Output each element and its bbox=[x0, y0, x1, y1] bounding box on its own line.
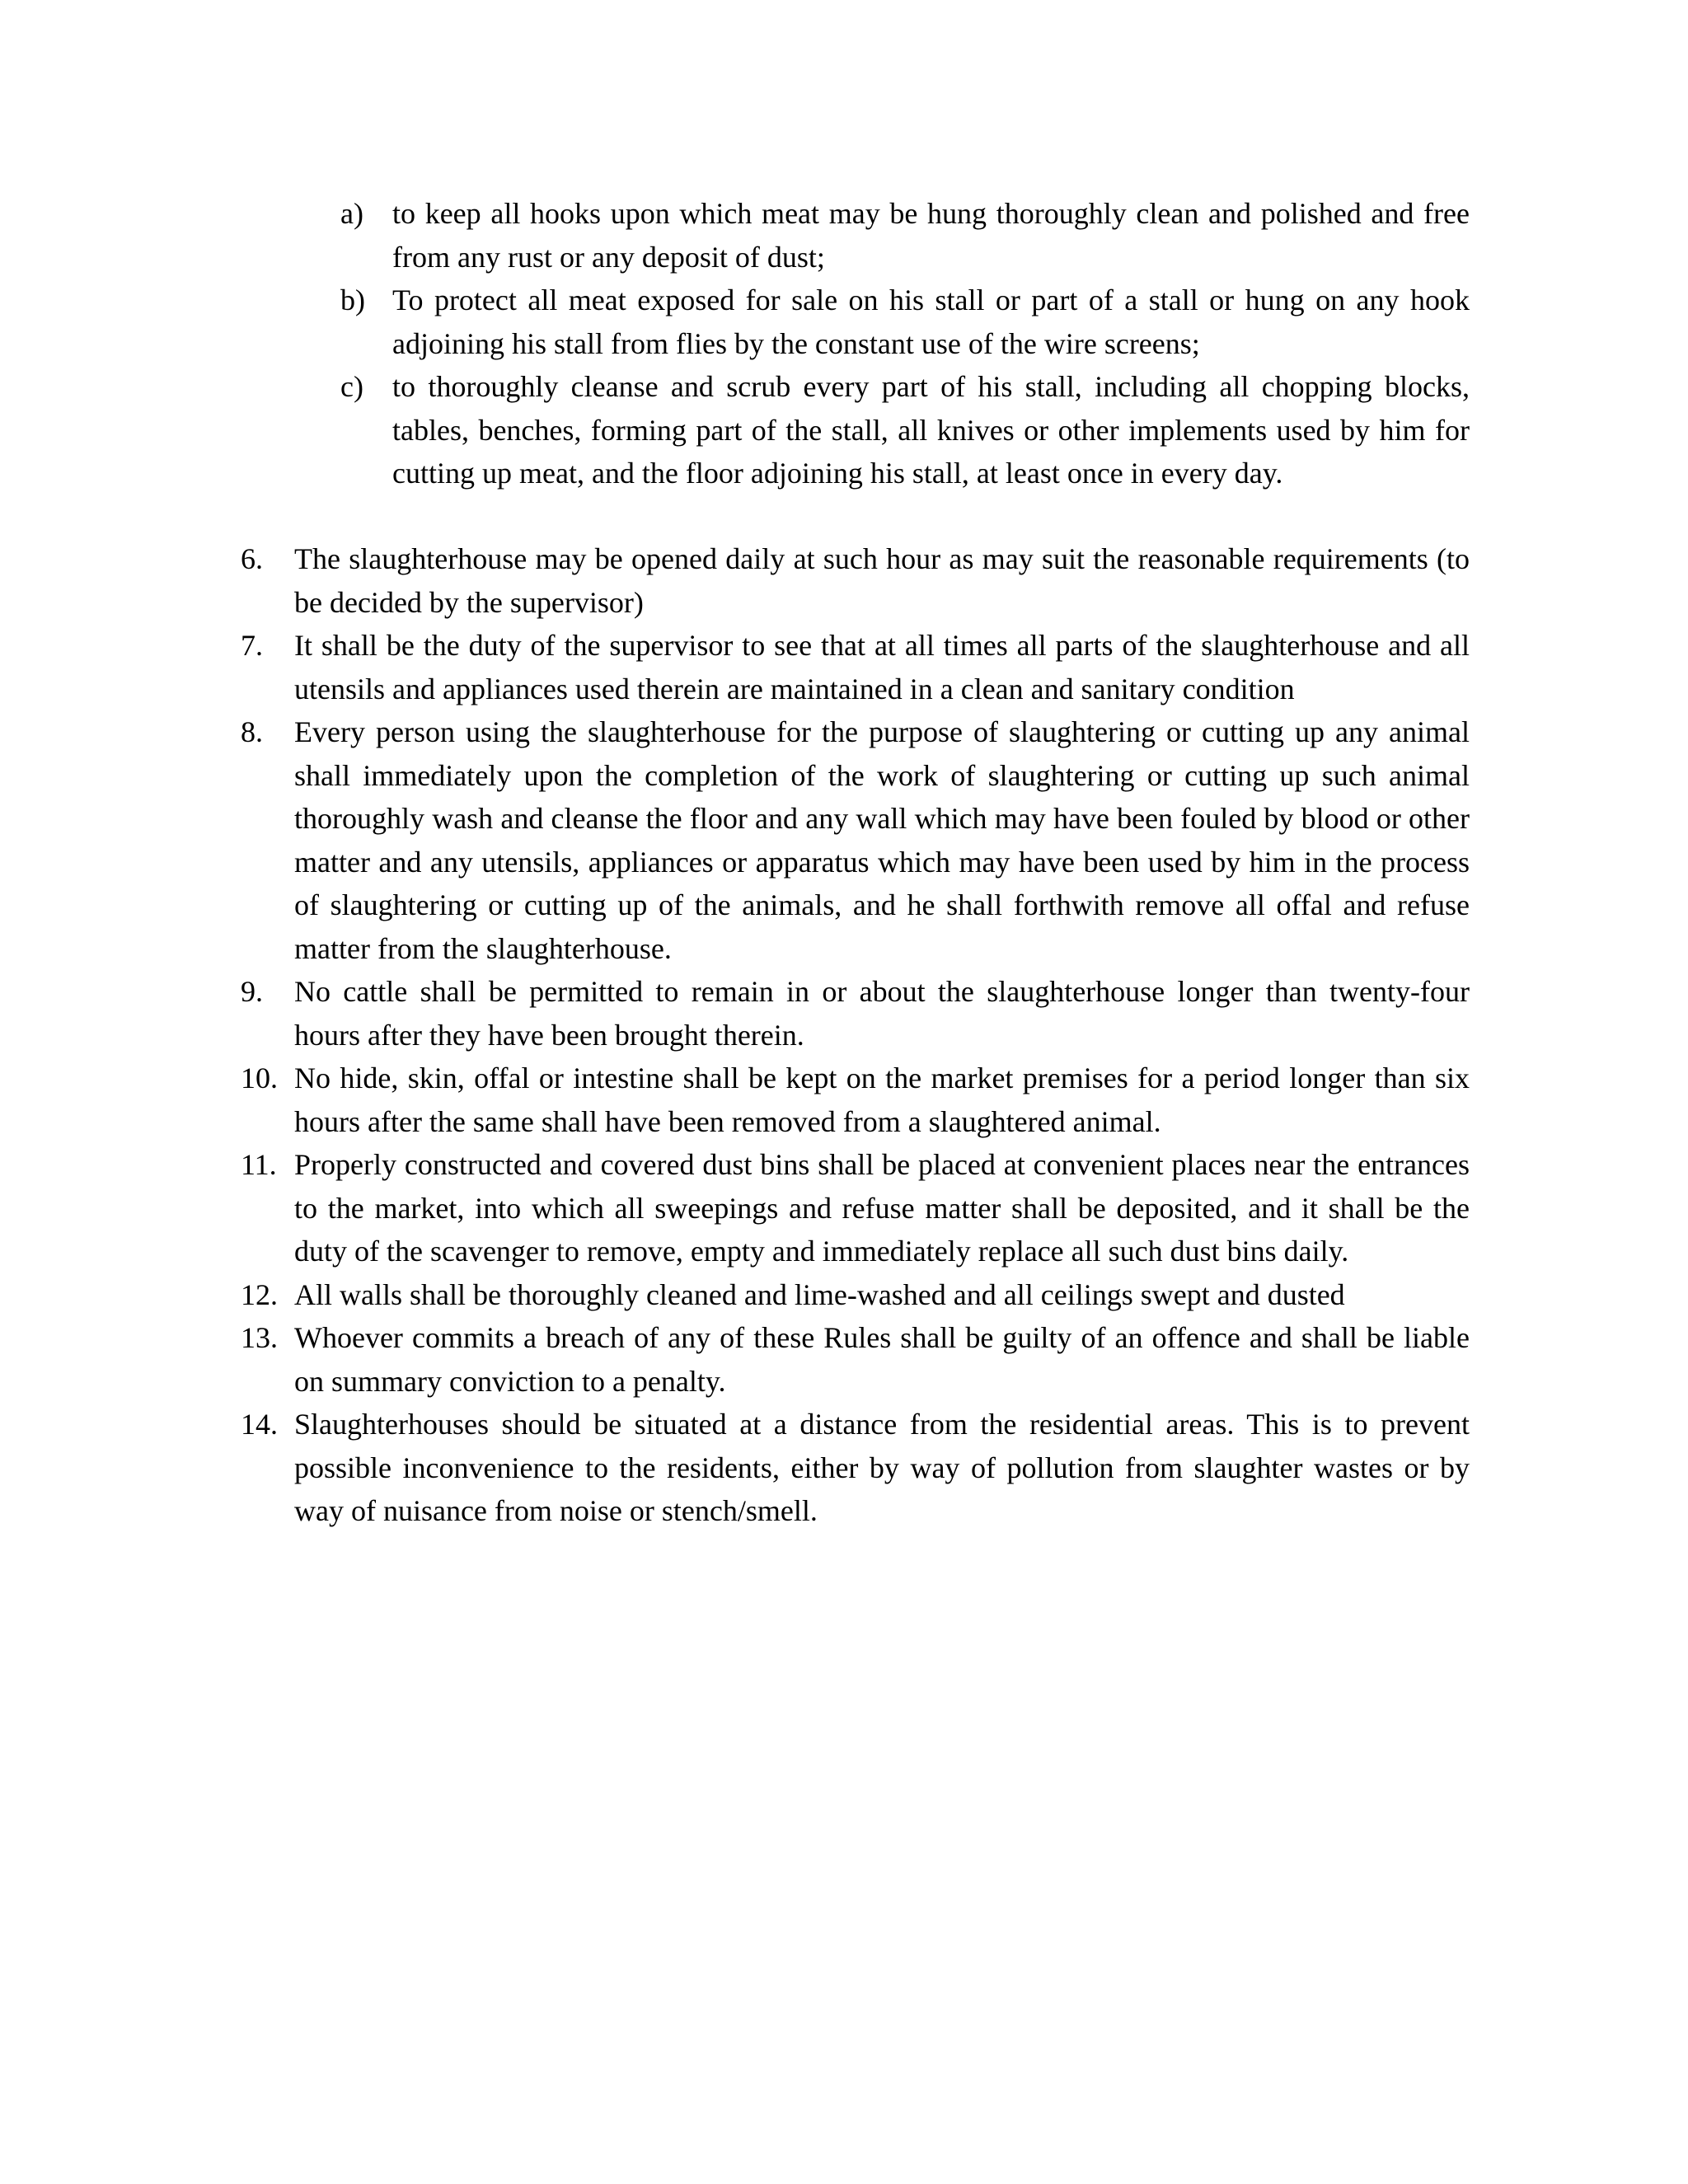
rule-text: Whoever commits a breach of any of these Rules shall be guilty of an offence and shall be liable on summary conviction to a penalty. bbox=[294, 1321, 1470, 1398]
rule-text: Properly constructed and covered dust bins shall be placed at convenient places near the entrances to the market, into which all sweepings and refuse matter shall be deposited, and it shall be the duty of the scavenger to remove, empty and immediately replace all such dust bins daily. bbox=[294, 1148, 1470, 1268]
sub-clause-text: to keep all hooks upon which meat may be hung thoroughly clean and polished and free from any rust or any deposit of dust; bbox=[392, 197, 1470, 274]
rule-number: 8. bbox=[241, 715, 263, 748]
sub-clause-a bbox=[340, 192, 1470, 279]
sub-clause-c bbox=[340, 365, 1470, 495]
rule-number: 10. bbox=[241, 1062, 278, 1094]
sub-clause-marker: b) bbox=[340, 284, 365, 316]
rule-number: 7. bbox=[241, 629, 263, 662]
rule-number: 14. bbox=[241, 1408, 278, 1441]
rule-12 bbox=[241, 1273, 1470, 1317]
rule-9 bbox=[241, 970, 1470, 1057]
sub-clause-text: to thoroughly cleanse and scrub every part of his stall, including all chopping blocks, tables, benches, forming part of the stall, all knives or other implements used by him for cutting up meat, and the floor adjoining his stall, at least once in every day. bbox=[392, 370, 1470, 490]
rule-6 bbox=[241, 537, 1470, 624]
rule-text: No hide, skin, offal or intestine shall be kept on the market premises for a period longer than six hours after the same shall have been removed from a slaughtered animal. bbox=[294, 1062, 1470, 1138]
rule-number: 12. bbox=[241, 1277, 278, 1311]
rule-number: 13. bbox=[241, 1321, 278, 1354]
rules-list bbox=[241, 537, 1470, 1533]
rule-number: 6. bbox=[241, 542, 263, 575]
rule-8 bbox=[241, 710, 1470, 970]
rule-13 bbox=[241, 1316, 1470, 1403]
rule-text: Every person using the slaughterhouse for the purpose of slaughtering or cutting up any animal shall immediately upon the completion of the work of slaughtering or cutting up such animal thoroughly wash and cleanse the floor and any wall which may have been fouled by blood or other matter and any utensils, appliances or apparatus which may have been used by him in the process of slaughtering or cutting up of the animals, and he shall forthwith remove all offal and refuse matter from the slaughterhouse. bbox=[294, 715, 1470, 965]
rule-text: Slaughterhouses should be situated at a distance from the residential areas. This is to prevent possible inconvenience to the residents, either by way of pollution from slaughter wastes or by way of nuisance from noise or stench/smell. bbox=[294, 1408, 1470, 1527]
sub-clause-marker: c) bbox=[340, 370, 363, 403]
rule-7 bbox=[241, 624, 1470, 710]
rule-text: It shall be the duty of the supervisor to see that at all times all parts of the slaughterhouse and all utensils and appliances used therein are maintained in a clean and sanitary condition bbox=[294, 629, 1470, 705]
sub-clause-text: To protect all meat exposed for sale on his stall or part of a stall or hung on any hook adjoining his stall from flies by the constant use of the wire screens; bbox=[392, 284, 1470, 360]
rule-14 bbox=[241, 1403, 1470, 1533]
rule-10 bbox=[241, 1057, 1470, 1143]
sub-clause-marker: a) bbox=[340, 197, 363, 230]
rule-11 bbox=[241, 1143, 1470, 1273]
sub-clause-b bbox=[340, 279, 1470, 365]
rule-text: All walls shall be thoroughly cleaned and lime-washed and all ceilings swept and dusted bbox=[294, 1277, 1345, 1311]
rule-number: 9. bbox=[241, 975, 263, 1008]
sub-clause-list bbox=[340, 192, 1470, 495]
rule-text: The slaughterhouse may be opened daily at such hour as may suit the reasonable requirements (to be decided by the supervisor) bbox=[294, 542, 1470, 619]
rule-number: 11. bbox=[241, 1148, 277, 1181]
rule-text: No cattle shall be permitted to remain in or about the slaughterhouse longer than twenty-four hours after they have been brought therein. bbox=[294, 975, 1470, 1052]
